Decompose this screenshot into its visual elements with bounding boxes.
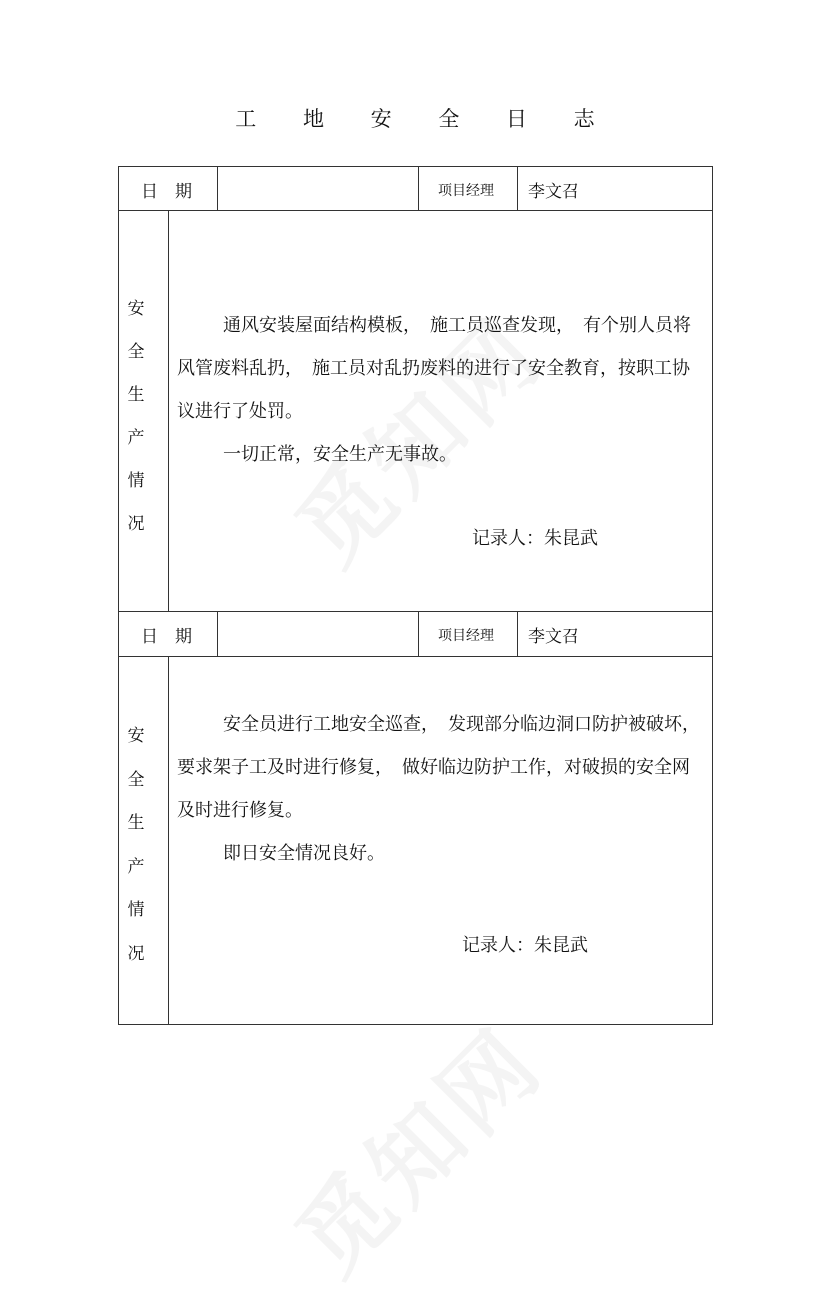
log-paragraph: 通风安装屋面结构模板， 施工员巡查发现， 有个别人员将风管废料乱扔， 施工员对乱扔废料的进行了安全教育，按职工协议进行了处罚。 [177,315,691,422]
section-label-char: 产 [127,428,145,448]
manager-label-cell [418,611,518,657]
section-label-cell [118,656,169,1025]
section-label-char: 况 [127,943,145,964]
section-label-char: 产 [127,856,145,877]
date-label-cell [118,611,218,657]
section-label-char: 生 [127,813,145,833]
manager-name: 李文召 [528,627,579,647]
recorder: 记录人：朱昆武 [472,528,598,549]
manager-label: 项目经理 [438,183,494,199]
recorder: 记录人：朱昆武 [462,935,588,956]
watermark [262,993,567,1298]
section-label-char: 全 [127,342,145,362]
date-label-cell [118,166,218,211]
log-paragraph: 即日安全情况良好。 [223,843,385,864]
section-label-char: 情 [127,900,145,920]
section-label-char: 安 [127,726,145,746]
log-content-cell[interactable] [168,656,713,1025]
section-label-char: 安 [127,299,145,319]
log-paragraph: 一切正常，安全生产无事故。 [223,444,457,465]
section-label-char: 况 [127,514,145,534]
manager-name: 李文召 [528,182,579,202]
manager-label-cell [418,166,518,211]
section-label-char: 全 [127,769,145,790]
log-content-cell[interactable] [168,210,713,612]
page-title: 工 地 安 全 日 志 [235,107,615,131]
section-label [121,715,151,976]
date-label: 日 期 [141,627,192,647]
log-paragraph: 安全员进行工地安全巡查， 发现部分临边洞口防护被破坏，要求架子工及时进行修复， 做好临边防护工作，对破损的安全网及时进行修复。 [177,714,700,821]
date-label: 日 期 [141,182,192,202]
manager-name-cell [517,611,713,657]
log-content [177,304,707,476]
section-label-char: 情 [127,471,145,491]
section-label [121,288,151,546]
section-label-cell [118,210,169,612]
date-value-cell[interactable] [217,611,419,657]
manager-label: 项目经理 [438,628,494,644]
manager-name-cell [517,166,713,211]
log-content [177,703,707,875]
section-label-char: 生 [127,385,145,405]
date-value-cell[interactable] [217,166,419,211]
